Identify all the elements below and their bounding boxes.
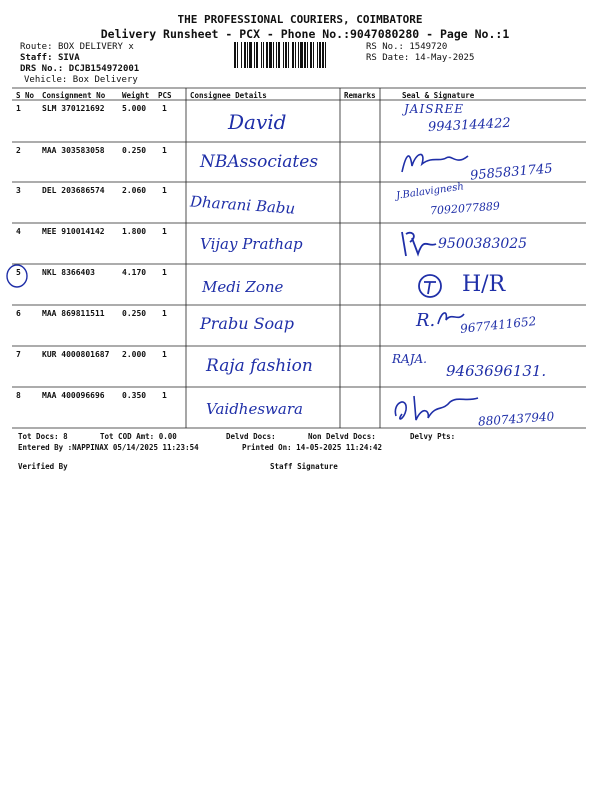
row-5-circle-mark [4, 262, 30, 290]
row-6-pcs: 1 [162, 309, 167, 318]
col-seal-header: Seal & Signature [402, 91, 475, 100]
drs-value: DCJB154972001 [68, 64, 140, 74]
route-value: BOX DELIVERY x [57, 42, 134, 52]
row-6-sno: 6 [16, 309, 21, 318]
row-5-pcs: 1 [162, 268, 167, 277]
row-3-seal-name: J.Balavignesh [395, 181, 465, 202]
total-cod-amount: Tot COD Amt: 0.00 [100, 432, 177, 441]
col-remarks-header: Remarks [344, 91, 376, 100]
row-5-consignment: NKL 8366403 [42, 268, 95, 277]
row-1-consignment: SLM 370121692 [42, 104, 105, 113]
entered-by: Entered By :NAPPINAX 05/14/2025 11:23:54 [18, 443, 199, 452]
printed-on: Printed On: 14-05-2025 11:24:42 [242, 443, 382, 452]
row-3-consignment: DEL 203686574 [42, 186, 105, 195]
row-1-seal-name: JAISREE [404, 102, 464, 116]
row-7-seal-phone: 9463696131. [446, 362, 547, 380]
row-8-consignment: MAA 400096696 [42, 391, 105, 400]
row-2-signature-mark [396, 146, 476, 178]
row-3-seal-phone: 7092077889 [429, 199, 501, 218]
row-4-weight: 1.800 [122, 227, 147, 236]
drs-label: DRS No.: [20, 64, 64, 74]
row-4-sno: 4 [16, 227, 21, 236]
row-3-sno: 3 [16, 186, 21, 195]
row-2-weight: 0.250 [122, 146, 147, 155]
row-6-consignment: MAA 869811511 [42, 309, 105, 318]
col-consignment-header: Consignment No [42, 91, 106, 100]
row-7-pcs: 1 [162, 350, 167, 359]
rs-no-label: RS No.: [366, 42, 404, 52]
row-8-weight: 0.350 [122, 391, 147, 400]
row-1-pcs: 1 [162, 104, 167, 113]
row-8-consignee: Vaidheswara [206, 400, 303, 418]
row-1-seal-phone: 9943144422 [427, 115, 512, 136]
route-label: Route: [20, 42, 53, 52]
row-4-consignment: MEE 910014142 [42, 227, 105, 236]
runsheet-title: Delivery Runsheet - PCX - Phone No.:9047080280 - Page No.:1 [100, 27, 510, 41]
rs-date-value: 14-May-2025 [414, 53, 475, 63]
row-2-consignee: NBAssociates [200, 152, 319, 172]
rs-no-value: 1549720 [409, 42, 448, 52]
vehicle-value: Box Delivery [72, 75, 138, 85]
row-7-consignee: Raja fashion [206, 356, 313, 376]
row-2-pcs: 1 [162, 146, 167, 155]
row-4-signature-mark [398, 228, 440, 260]
row-5-seal-text: H/R [462, 272, 506, 297]
verified-by: Verified By [18, 462, 68, 471]
row-7-weight: 2.000 [122, 350, 147, 359]
vehicle-label: Vehicle: [24, 75, 68, 85]
row-4-pcs: 1 [162, 227, 167, 236]
row-5-sno: 5 [16, 268, 21, 277]
non-delivered-docs: Non Delvd Docs: [308, 432, 376, 441]
total-docs: Tot Docs: 8 [18, 432, 68, 441]
rs-date-label: RS Date: [366, 53, 410, 63]
staff-signature: Staff Signature [270, 462, 338, 471]
staff-value: SIVA [57, 53, 80, 63]
row-1-weight: 5.000 [122, 104, 147, 113]
row-6-consignee: Prabu Soap [200, 314, 294, 333]
row-8-signature-mark [392, 392, 482, 426]
row-3-pcs: 1 [162, 186, 167, 195]
row-1-sno: 1 [16, 104, 21, 113]
row-1-consignee: David [228, 110, 287, 134]
col-consignee-header: Consignee Details [190, 91, 267, 100]
delivered-docs: Delvd Docs: [226, 432, 276, 441]
row-5-consignee: Medi Zone [202, 278, 284, 296]
row-8-seal-phone: 8807437940 [477, 409, 555, 429]
row-2-consignment: MAA 303583058 [42, 146, 105, 155]
row-6-seal-phone: 9677411652 [459, 314, 537, 336]
col-sno-header: S No [16, 91, 35, 100]
col-pcs-header: PCS [158, 91, 172, 100]
row-8-pcs: 1 [162, 391, 167, 400]
row-6-weight: 0.250 [122, 309, 147, 318]
delivery-points: Delvy Pts: [410, 432, 456, 441]
row-4-seal-phone: 9500383025 [438, 236, 528, 252]
row-7-sno: 7 [16, 350, 21, 359]
row-7-seal-name: RAJA. [392, 352, 427, 366]
company-name: THE PROFESSIONAL COURIERS, COIMBATORE [177, 13, 423, 26]
col-weight-header: Weight [122, 91, 150, 100]
row-3-weight: 2.060 [122, 186, 147, 195]
staff-label: Staff: [20, 53, 53, 63]
row-4-consignee: Vijay Prathap [200, 235, 303, 253]
row-2-seal-phone: 9585831745 [469, 161, 554, 184]
row-5-signature-mark [416, 272, 444, 300]
row-3-consignee: Dharani Babu [189, 192, 296, 218]
row-7-consignment: KUR 4000801687 [42, 350, 110, 359]
row-5-weight: 4.170 [122, 268, 147, 277]
row-2-sno: 2 [16, 146, 21, 155]
row-6-seal-initial: R. [416, 310, 436, 331]
row-8-sno: 8 [16, 391, 21, 400]
